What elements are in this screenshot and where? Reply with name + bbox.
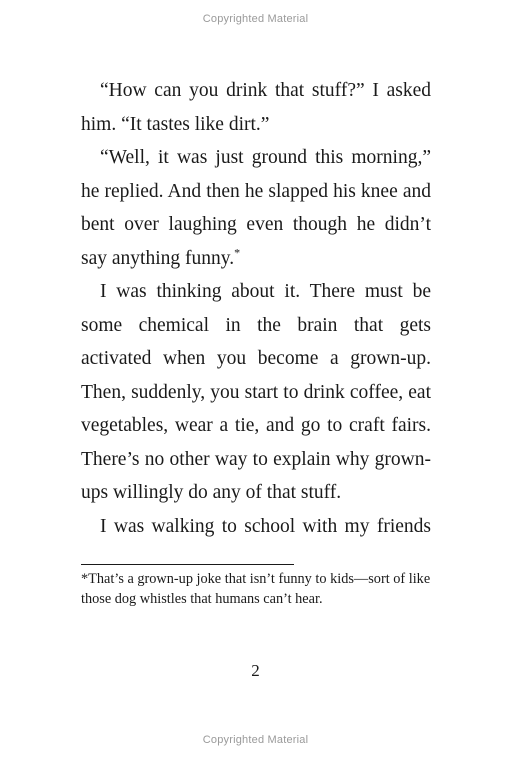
footnote-marker: * (234, 245, 241, 259)
paragraph-1-text: “How can you drink that stuff?” I asked him. “It tastes like dirt.” (81, 80, 431, 135)
paragraph-3-text: I was thinking about it. There must be some chemical in the brain that gets activated when you become a grown-up. Then, suddenly, you start to drink coffee, eat vegetables, wear a tie, and go to craft fairs. There’s no other way to explain why grown-ups willingly do any of that stuff. (81, 281, 431, 503)
paragraph-1 (81, 74, 431, 141)
footnote-divider (81, 564, 294, 565)
copyright-watermark-bottom: Copyrighted Material (202, 734, 309, 746)
page-number: 2 (251, 661, 260, 680)
paragraph-3 (81, 275, 431, 510)
paragraph-4 (81, 510, 431, 544)
paragraph-2 (81, 141, 431, 275)
paragraph-4-text: I was walking to school with my friends (100, 515, 431, 537)
footnote-text: *That’s a grown-up joke that isn’t funny to kids—sort of like those dog whistles that humans can’t hear. (81, 571, 431, 607)
paragraph-2-text: “Well, it was just ground this morning,” he replied. And then he slapped his knee and bent over laughing even though he didn’t say anything funny. (81, 147, 431, 269)
copyright-watermark-top: Copyrighted Material (202, 13, 309, 25)
body-text (81, 74, 431, 543)
